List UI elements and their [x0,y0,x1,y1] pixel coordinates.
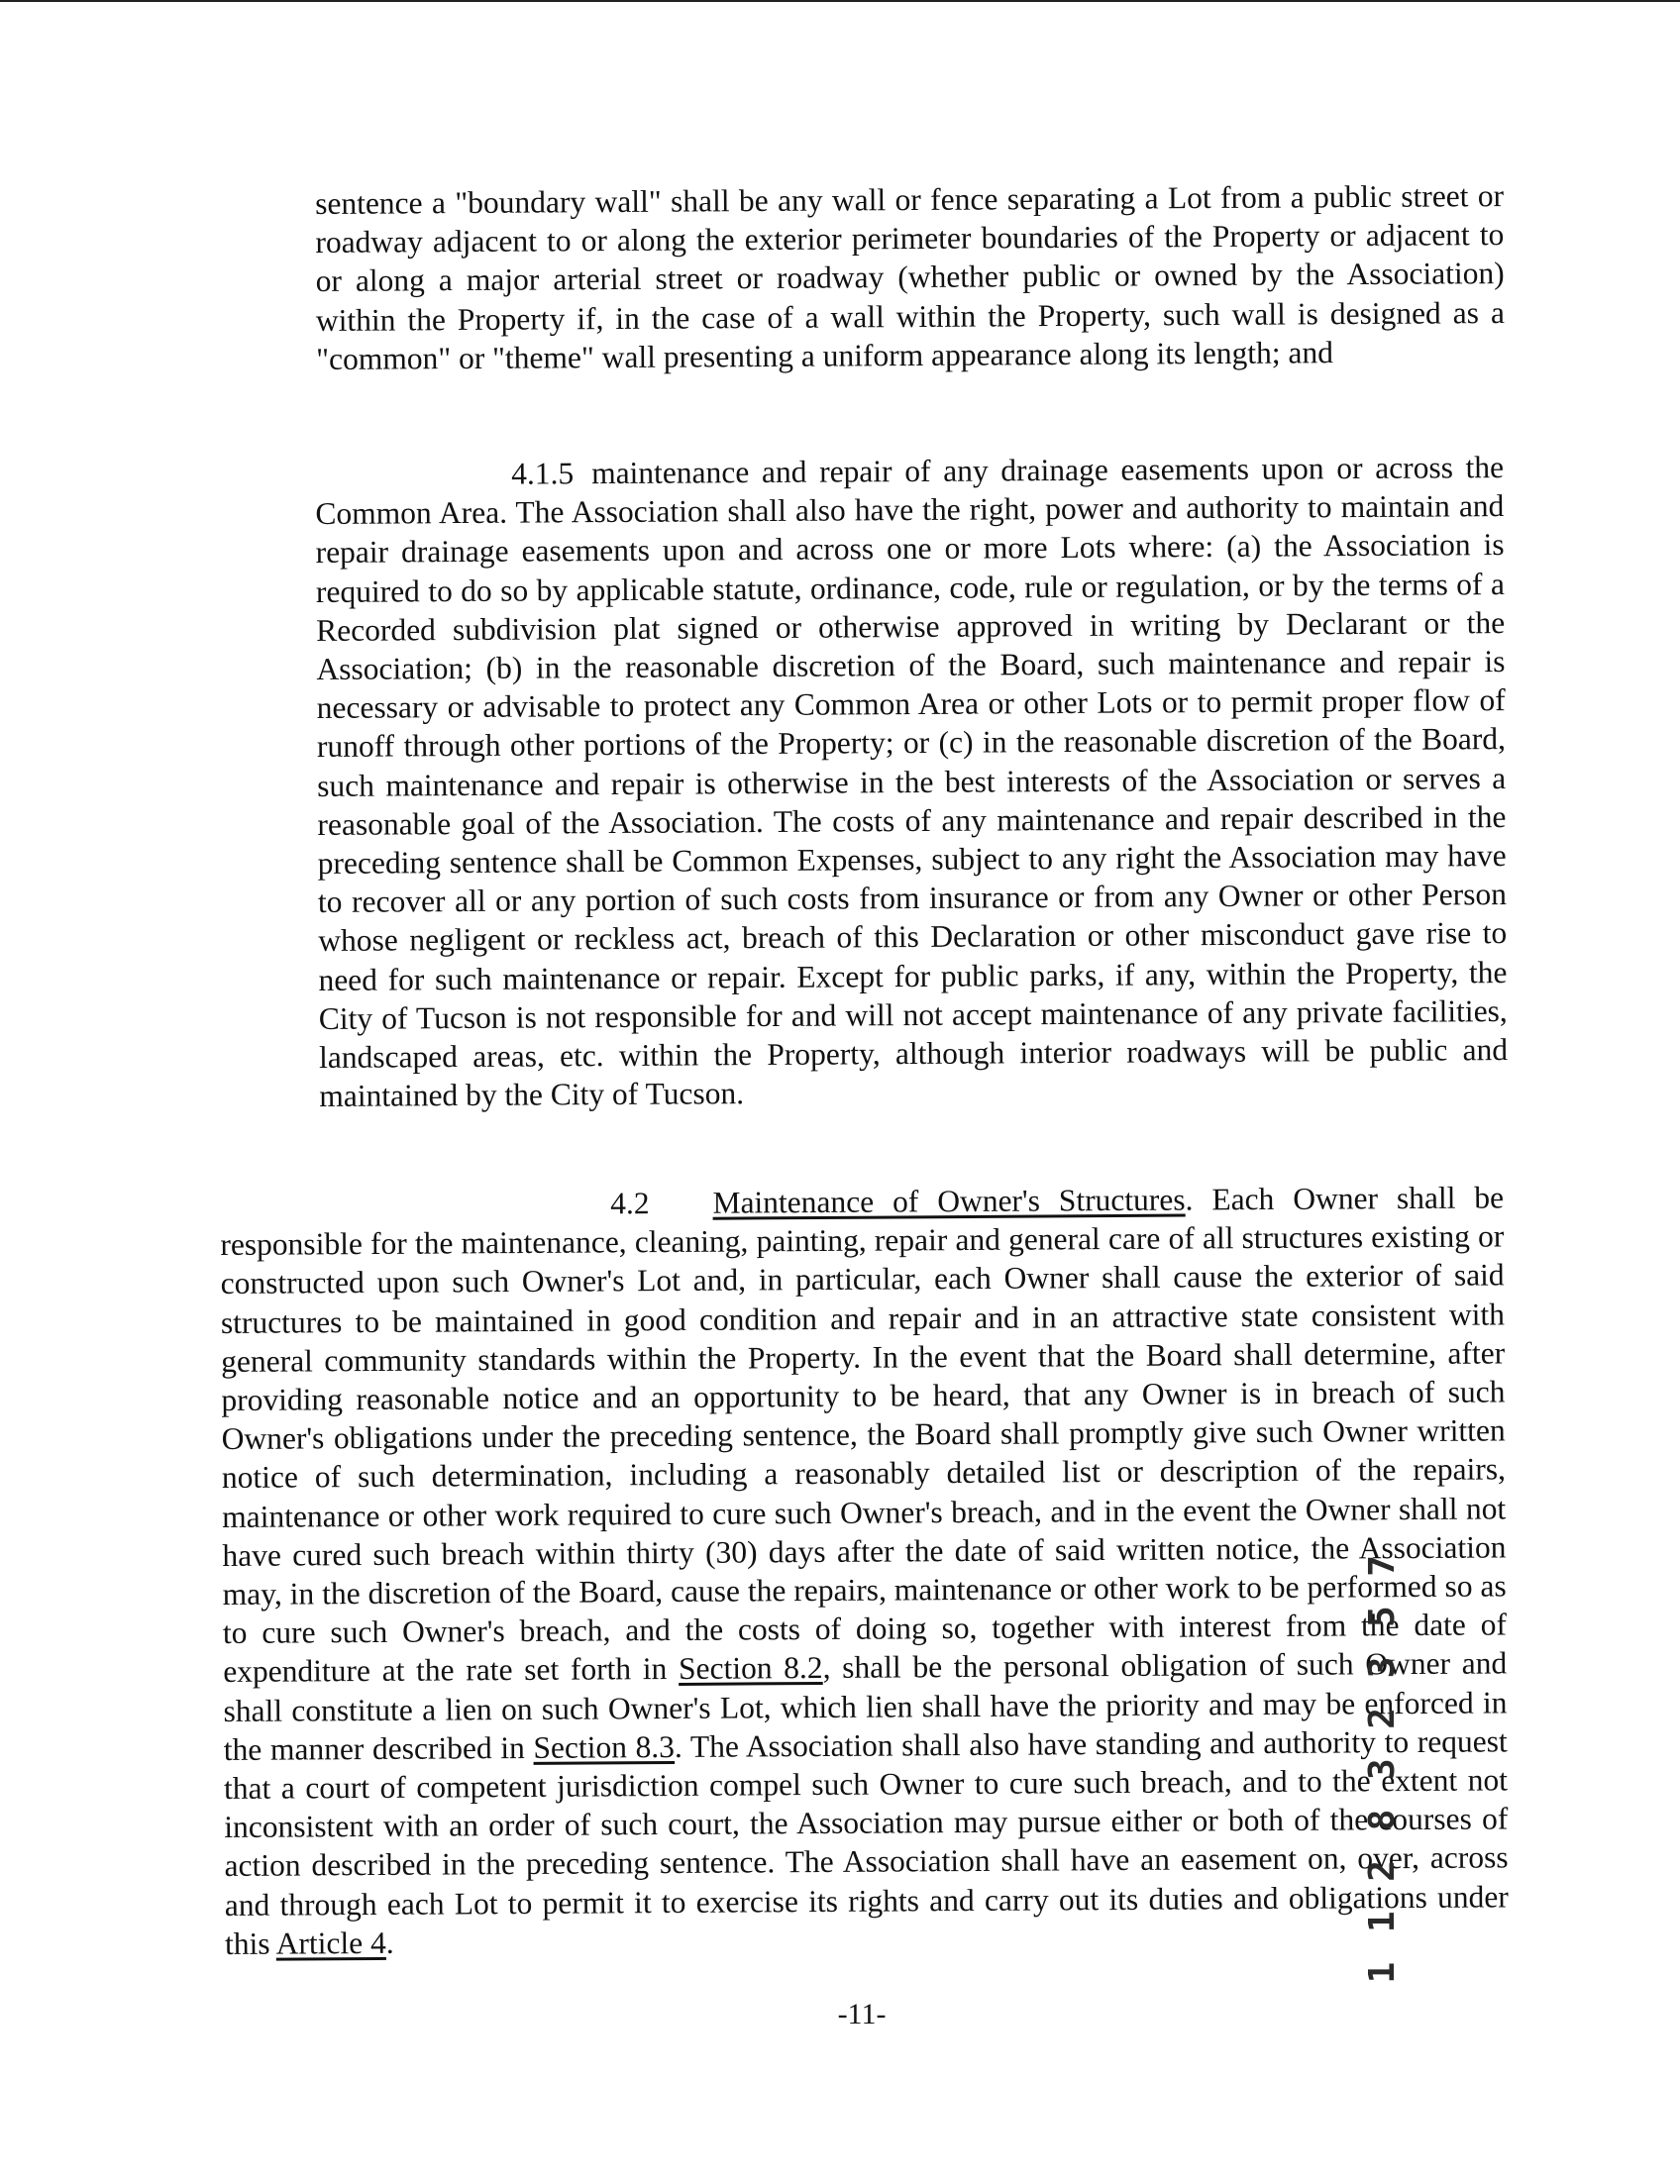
paragraph-text-a: . Each Owner shall be responsible for the maintenance, cleaning, painting, repair and general care of all structures existing or constructed upon such Owner's Lot and, in particular, each Owner shall cause the exterior of said structures to be maintained in good condition and repair and in an attractive state consistent with general community standards within the Property. In the event that the Board shall determine, after providing reasonable notice and an opportunity to be heard, that any Owner is in breach of such Owner's obligations under the preceding sentence, the Board shall promptly give such Owner written notice of such determination, including a reasonably detailed list or description of the repairs, maintenance or other work required to cure such Owner's breach, and in the event the Owner shall not have cured such breach within thirty (30) days after the date of said written notice, the Association may, in the discretion of the Board, cause the repairs, maintenance or other work to be performed so as to cure such Owner's breach, and the costs of doing so, together with interest from the date of expenditure at the rate set forth in [220,1180,1508,1690]
paragraph-4-2 [220,1178,1509,1963]
section-reference-8-3: Section 8.3 [533,1728,676,1765]
paragraph-4-1-5 [315,448,1508,1115]
page-top-border [0,0,1680,2]
paragraph-text-b: , shall be the personal obligation of such Owner and shall constitute a lien on such Owner's Lot, which lien shall have the priority and may be enforced in the manner described in [223,1645,1508,1767]
article-reference-4: Article 4 [275,1924,386,1961]
section-heading: Maintenance of Owner's Structures [712,1182,1186,1220]
section-number: 4.1.5 [511,456,575,491]
section-number: 4.2 [610,1186,650,1221]
recording-stamp: 1 1 2 8 3 2 3 5 7 [1362,1551,1403,1984]
paragraph-text: maintenance and repair of any drainage easements upon or across the Common Area. The Association shall also have the right, power and authority to maintain and repair drainage easements upon and across one or more Lots where: (a) the Association is required to do so by applicable statute, ordinance, code, rule or regulation, or by the terms of a Recorded subdivision plat signed or otherwise approved in writing by Declarant or the Association; (b) in the reasonable discretion of the Board, such maintenance and repair is necessary or advisable to protect any Common Area or other Lots or to permit proper flow of runoff through other portions of the Property; or (c) in the reasonable discretion of the Board, such maintenance and repair is otherwise in the best interests of the Association or serves a reasonable goal of the Association. The costs of any maintenance and repair described in the preceding sentence shall be Common Expenses, subject to any right the Association may have to recover all or any portion of such costs from insurance or from any Owner or other Person whose negligent or reckless act, breach of this Declaration or other misconduct gave rise to need for such maintenance or repair. Except for public parks, if any, within the Property, the City of Tucson is not responsible for and will not accept maintenance of any private facilities, landscaped areas, etc. within the Property, although interior roadways will be public and maintained by the City of Tucson. [315,450,1509,1114]
paragraph-text: sentence a "boundary wall" shall be any wall or fence separating a Lot from a public street or roadway adjacent to or along the exterior perimeter boundaries of the Property or adjacent to or along a major arterial street or roadway (whether public or owned by the Association) within the Property if, in the case of a wall within the Property, such wall is designed as a "common" or "theme" wall presenting a uniform appearance along its length; and [315,178,1505,376]
paragraph-text-d: . [385,1924,394,1960]
paragraph-text-c: . The Association shall also have standing and authority to request that a court of competent jurisdiction compel such Owner to cure such breach, and to the extent not inconsistent with an order of such court, the Association may pursue either or both of the courses of action described in the preceding sentence. The Association shall have an easement on, over, across and through each Lot to permit it to exercise its rights and carry out its duties and obligations under this [223,1723,1509,1961]
paragraph-boundary-wall [315,176,1505,378]
section-reference-8-2: Section 8.2 [678,1650,823,1687]
page-number: -11- [837,1998,887,2030]
